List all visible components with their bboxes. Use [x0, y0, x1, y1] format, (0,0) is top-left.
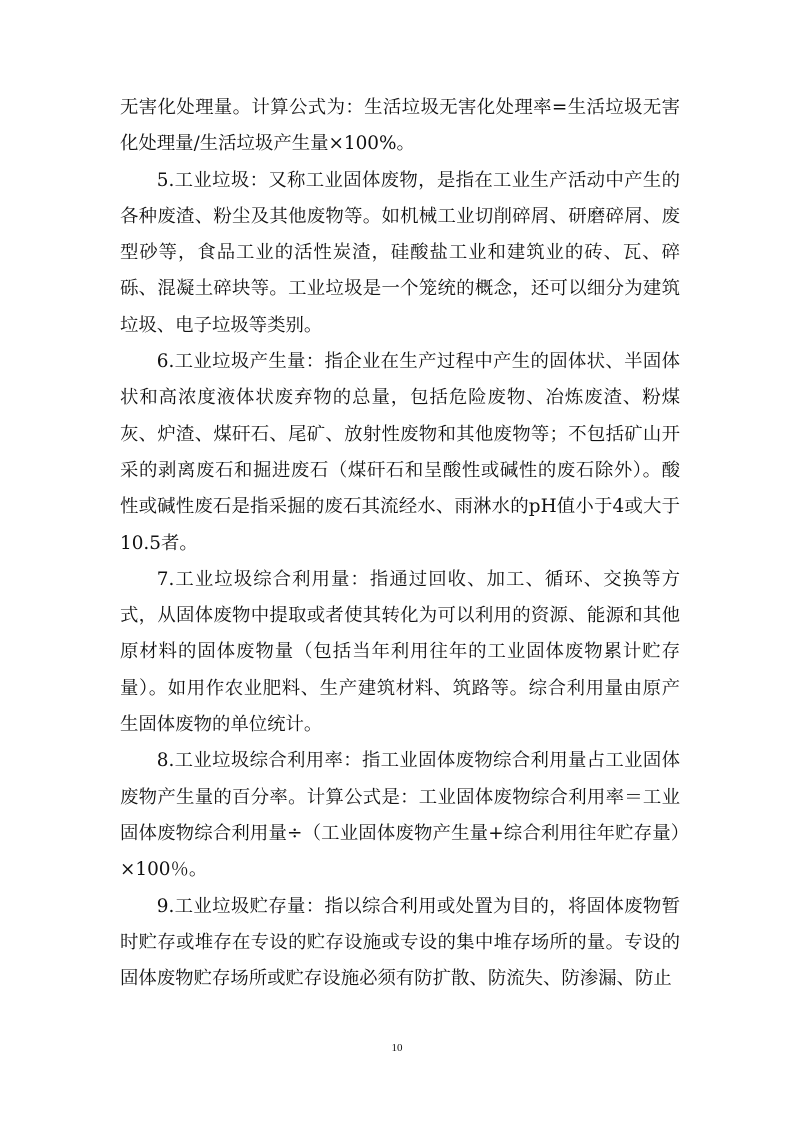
paragraph-comprehensive-utilization-amount: 7.工业垃圾综合利用量：指通过回收、加工、循环、交换等方式，从固体废物中提取或者使其转化为可以利用的资源、能源和其他原材料的固体废物量（包括当年利用往年的工业固体废物累计贮存量）。如用作农业肥料、生产建筑材料、筑路等。综合利用量由原产生固体废物的单位统计。 [120, 568, 680, 736]
paragraph-industrial-waste-generation: 6.工业垃圾产生量：指企业在生产过程中产生的固体状、半固体状和高浓度液体状废弃物的总量，包括危险废物、冶炼废渣、粉煤灰、炉渣、煤矸石、尾矿、放射性废物和其他废物等；不包括矿山开采的剥离废石和掘进废石（煤矸石和呈酸性或碱性的废石除外）。酸性或碱性废石是指采掘的废石其流经水、雨淋水的pH值小于4或大于10.5者。 [120, 351, 680, 554]
body-text [120, 90, 680, 997]
paragraph-industrial-waste: 5.工业垃圾：又称工业固体废物，是指在工业生产活动中产生的各种废渣、粉尘及其他废物等。如机械工业切削碎屑、研磨碎屑、废型砂等，食品工业的活性炭渣，硅酸盐工业和建筑业的砖、瓦、碎砾、混凝土碎块等。工业垃圾是一个笼统的概念，还可以细分为建筑垃圾、电子垃圾等类别。 [120, 169, 680, 336]
page-number: 10 [391, 1042, 403, 1054]
paragraph-continuation: 无害化处理量。计算公式为：生活垃圾无害化处理率=生活垃圾无害化处理量/生活垃圾产生量×100%。 [120, 97, 680, 155]
paragraph-storage-amount: 9.工业垃圾贮存量：指以综合利用或处置为目的，将固体废物暂时贮存或堆存在专设的贮存设施或专设的集中堆存场所的量。专设的固体废物贮存场所或贮存设施必须有防扩散、防流失、防渗漏、防止 [120, 895, 680, 990]
paragraph-comprehensive-utilization-rate: 8.工业垃圾综合利用率：指工业固体废物综合利用量占工业固体废物产生量的百分率。计算公式是：工业固体废物综合利用率＝工业固体废物综合利用量÷（工业固体废物产生量+综合利用往年贮存量）×100％。 [120, 750, 680, 881]
